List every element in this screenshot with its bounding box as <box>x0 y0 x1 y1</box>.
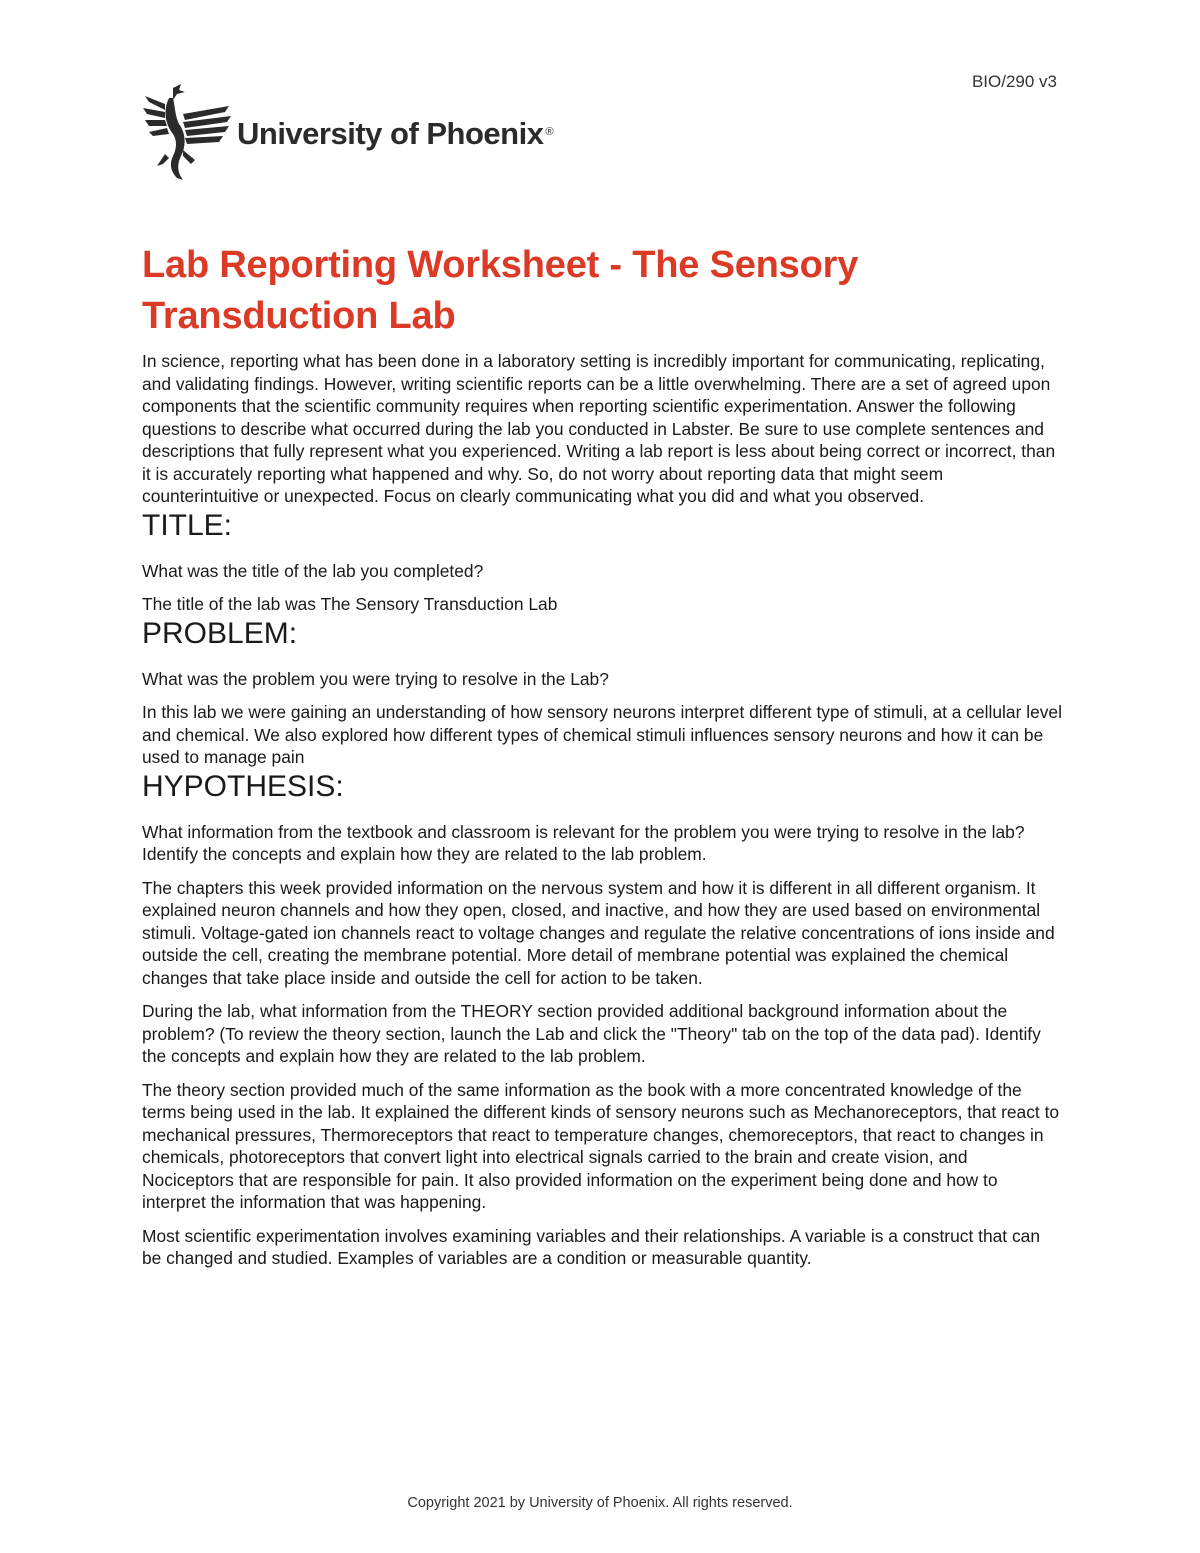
title-heading: TITLE: <box>142 508 233 542</box>
worksheet-content <box>142 240 1062 1270</box>
title-question: What was the title of the lab you completed? <box>142 560 484 581</box>
hypothesis-question-1: What information from the textbook and classroom is relevant for the problem you were trying to resolve in the lab? Identify the concepts and explain how they are related to the lab problem. <box>142 821 1025 864</box>
registered-mark: ® <box>545 126 554 138</box>
variables-paragraph: Most scientific experimentation involves examining variables and their relationships. A variable is a construct that can be changed and studied. Examples of variables are a condition or measurable quantity. <box>142 1225 1041 1268</box>
university-logo <box>143 84 553 180</box>
logo-wordmark: University of Phoenix ® <box>237 116 554 151</box>
title-answer: The title of the lab was The Sensory Transduction Lab <box>142 594 558 614</box>
phoenix-icon <box>143 84 231 180</box>
copyright-footer: Copyright 2021 by University of Phoenix. All rights reserved. <box>407 1495 793 1511</box>
problem-question: What was the problem you were trying to resolve in the Lab? <box>142 668 609 689</box>
problem-answer: In this lab we were gaining an understanding of how sensory neurons interpret different type of stimuli, at a cellular level and chemical. We also explored how different types of chemical stimuli influences sensory neurons and how it can be used to manage pain <box>142 702 1062 767</box>
hypothesis-answer-1: The chapters this week provided information on the nervous system and how it is different in all different organism. It explained neuron channels and how they open, closed, and inactive, and how they are used based on environmental stimuli. Voltage-gated ion channels react to voltage changes and regulate the relative concentrations of ions inside and outside the cell, creating the membrane potential. More detail of membrane potential was explained the chemical changes that take place inside and outside the cell for action to be taken. <box>142 877 1055 988</box>
hypothesis-heading: HYPOTHESIS: <box>142 769 344 803</box>
document-title: Lab Reporting Worksheet - The Sensory Transduction Lab <box>142 244 859 337</box>
course-code: BIO/290 v3 <box>971 72 1057 91</box>
hypothesis-answer-2: The theory section provided much of the same information as the book with a more concentrated knowledge of the terms being used in the lab. It explained the different kinds of sensory neurons such as Mechanoreceptors, that react to mechanical pressures, Thermoreceptors that react to temperature changes, chemoreceptors, that react to changes in chemicals, photoreceptors that convert light into electrical signals carried to the brain and create vision, and Nociceptors that are responsible for pain. It also provided information on the experiment being done and how to interpret the information that was happening. <box>142 1079 1060 1212</box>
hypothesis-question-2: During the lab, what information from the THEORY section provided additional background information about the problem? (To review the theory section, launch the Lab and click the "Theory" tab on the top of the data pad). Identify the concepts and explain how they are related to the lab problem. <box>142 1001 1041 1066</box>
intro-paragraph: In science, reporting what has been done in a laboratory setting is incredibly important for communicating, replicating, and validating findings. However, writing scientific reports can be a little overwhelming. There are a set of agreed upon components that the scientific community requires when reporting scientific experimentation. Answer the following questions to describe what occurred during the lab you conducted in Labster. Be sure to use complete sentences and descriptions that fully represent what you experienced. Writing a lab report is less about being correct or incorrect, than it is accurately reporting what happened and why. So, do not worry about reporting data that might seem counterintuitive or unexpected. Focus on clearly communicating what you did and what you observed. <box>142 351 1056 506</box>
problem-heading: PROBLEM: <box>142 616 298 650</box>
